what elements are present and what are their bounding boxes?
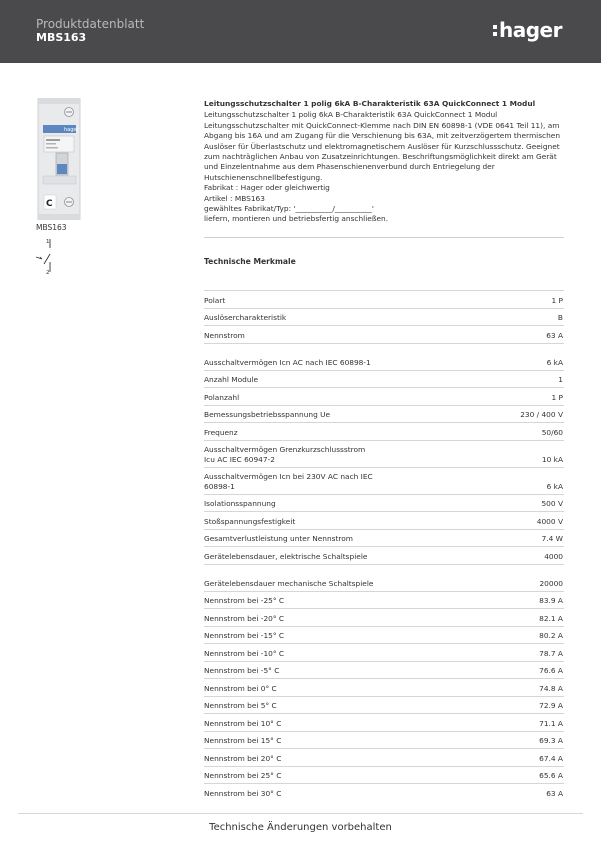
spec-value: 10 kA [541, 454, 563, 464]
spec-label: Nennstrom bei 25° C [204, 771, 282, 780]
spec-row [204, 308, 564, 326]
spec-value: 76.6 A [539, 666, 563, 675]
circuit-breaker-symbol-icon [34, 236, 56, 276]
spec-label: Nennstrom bei -15° C [204, 631, 285, 640]
logo-wordmark: hager [499, 18, 562, 42]
spec-value: 20000 [539, 578, 563, 588]
spec-label: Nennstrom bei -20° C [204, 613, 285, 623]
spec-value: 1 [558, 375, 563, 384]
spec-value: 80.2 A [539, 631, 563, 640]
document-code: MBS163 [36, 31, 87, 44]
spec-label: Polanzahl [204, 392, 240, 402]
spec-row [204, 696, 564, 714]
logo-dots-icon [493, 25, 497, 36]
spec-row [204, 511, 564, 529]
spec-row [204, 325, 564, 343]
spec-label: Nennstrom bei 0° C [204, 683, 277, 693]
spec-value: 72.9 A [539, 701, 563, 710]
spec-row [204, 440, 564, 467]
spec-value: 4000 V [536, 516, 563, 526]
spec-label: Stoßspannungsfestigkeit [204, 516, 296, 526]
spec-row [204, 731, 564, 749]
spec-value: 82.1 A [539, 613, 563, 623]
spec-value: 71.1 A [539, 718, 563, 728]
symbol-terminal-bottom: 2 [46, 270, 50, 276]
spec-row [204, 405, 564, 423]
spec-value: 1 P [551, 295, 563, 305]
spec-row [204, 748, 564, 766]
spec-value: 69.3 A [539, 736, 563, 745]
spec-value: 63 A [546, 330, 563, 340]
spec-row [204, 494, 564, 512]
description-title: Leitungsschutzschalter 1 polig 6kA B-Charakteristik 63A QuickConnect 1 Modul [204, 99, 536, 108]
description-line: gewähltes Fabrikat/Typ: '__________/__________' [204, 204, 374, 214]
section-title: Technische Merkmale [204, 257, 296, 266]
svg-text:hager: hager [64, 127, 79, 133]
spec-value: 7.4 W [541, 534, 563, 543]
spec-value: B [557, 313, 563, 322]
spec-row [204, 422, 564, 440]
spec-value: 67.4 A [539, 753, 563, 763]
spec-label: Ausschaltvermögen Icn bei 230V AC nach IEC 60898-1 [204, 471, 373, 491]
description-line: Leitungsschutzschalter mit QuickConnect-Klemme nach DIN EN 60898-1 (VDE 0641 Teil 11), am Abgang bis 16A und am Zugang für die Verschienung bis 63A, mit zeitverzögertem thermischen Auslöser für Überlastschutz und elektromagnetischem Auslöser für Kurzschlussschutz. Geeignet zum nachträglichen Anbau von Zusatzeinrichtungen. Beschriftungsmöglichkeit direkt am Gerät und Einzelentnahme aus dem Phasenschienenverbund durch Entriegelung der Hutschienenschnellbefestigung. [204, 120, 561, 182]
spec-value: 4000 [544, 551, 563, 561]
spec-row [204, 783, 564, 801]
description-line: Artikel : MBS163 [204, 193, 265, 203]
spec-row [204, 290, 564, 308]
spec-value: 63 A [546, 788, 563, 798]
product-description [204, 99, 566, 225]
spec-label: Bemessungsbetriebsspannung Ue [204, 410, 331, 419]
product-caption: MBS163 [36, 223, 67, 232]
spec-row [204, 387, 564, 405]
spec-label: Nennstrom bei 5° C [204, 701, 277, 710]
spec-row [204, 370, 564, 388]
spec-value: 6 kA [546, 481, 563, 491]
spec-label: Anzahl Module [204, 375, 259, 384]
spec-value: 500 V [541, 499, 563, 508]
spec-row [204, 546, 564, 564]
specs-table [204, 290, 564, 801]
description-line: Fabrikat : Hager oder gleichwertig [204, 183, 330, 193]
spec-row [204, 467, 564, 494]
spec-label: Gesamtverlustleistung unter Nennstrom [204, 534, 353, 543]
spec-row [204, 626, 564, 644]
spec-row [204, 678, 564, 696]
description-line: Leitungsschutzschalter 1 polig 6kA B-Charakteristik 63A QuickConnect 1 Modul [204, 110, 498, 120]
spec-label: Nennstrom bei -10° C [204, 648, 285, 658]
spec-row [204, 529, 564, 547]
spec-label: Gerätelebensdauer mechanische Schaltspiele [204, 578, 374, 588]
spec-value: 83.9 A [539, 596, 563, 605]
spec-label: Ausschaltvermögen Icn AC nach IEC 60898-1 [204, 357, 371, 367]
device-marking: C [46, 199, 53, 209]
spec-value: 65.6 A [539, 771, 563, 780]
header-bar [0, 0, 601, 63]
spec-label: Polart [204, 295, 226, 305]
section-divider [204, 237, 564, 238]
footer-divider [18, 813, 583, 814]
spec-row [204, 343, 564, 370]
spec-value: 78.7 A [539, 648, 563, 658]
spec-row [204, 661, 564, 679]
spec-row [204, 766, 564, 784]
spec-label: Nennstrom bei 30° C [204, 788, 282, 798]
spec-label: Isolationsspannung [204, 499, 276, 508]
footer-note: Technische Änderungen vorbehalten [209, 822, 392, 833]
hager-logo [493, 17, 562, 43]
spec-label: Ausschaltvermögen Grenzkurzschlussstrom Icu AC IEC 60947-2 [204, 444, 366, 464]
spec-label: Nennstrom bei -25° C [204, 596, 285, 605]
description-line: liefern, montieren und betriebsfertig anschließen. [204, 214, 389, 224]
spec-label: Nennstrom bei -5° C [204, 666, 280, 675]
spec-label: Nennstrom bei 20° C [204, 753, 282, 763]
spec-row [204, 643, 564, 661]
circuit-breaker-image [36, 98, 82, 220]
spec-value: 74.8 A [539, 683, 563, 693]
spec-row [204, 713, 564, 731]
spec-value: 230 / 400 V [520, 410, 563, 419]
spec-label: Nennstrom [204, 330, 245, 340]
spec-label: Auslösercharakteristik [204, 313, 287, 322]
spec-row [204, 591, 564, 609]
symbol-terminal-top: 1 [46, 239, 50, 245]
spec-label: Nennstrom bei 15° C [204, 736, 282, 745]
spec-label: Gerätelebensdauer, elektrische Schaltspiele [204, 551, 368, 561]
spec-row [204, 608, 564, 626]
spec-value: 1 P [551, 392, 563, 402]
spec-label: Frequenz [204, 427, 238, 437]
spec-value: 50/60 [541, 427, 563, 437]
spec-value: 6 kA [546, 357, 563, 367]
spec-label: Nennstrom bei 10° C [204, 718, 282, 728]
spec-row [204, 564, 564, 591]
document-type: Produktdatenblatt [36, 17, 145, 31]
